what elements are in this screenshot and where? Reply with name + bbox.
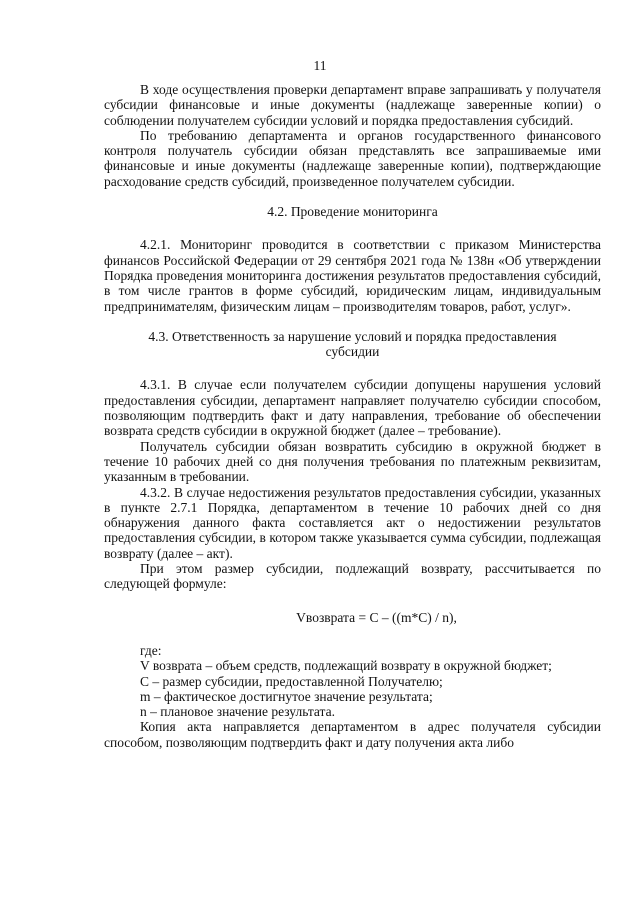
page-number: 11 [313,58,327,73]
paragraph-4-3-2: 4.3.2. В случае недостижения результатов предоставления субсидии, указанных в пункте 2.7.1 Порядка, департаментом в течение 10 рабочих дней со дня обнаружения данного факта составляется акт о недостижении результатов предоставления субсидии, в котором также указывается сумма субсидии, подлежащая возврату (далее – акт). [104,484,601,561]
heading-4-3: 4.3. Ответственность за нарушение условий и порядка предоставления субсидии [148,328,557,360]
definition-m: m – фактическое достигнутое значение результата; [140,688,433,704]
definition-v: V возврата – объем средств, подлежащий возврату в окружной бюджет; [140,658,552,674]
refund-formula: Vвозврата = C – ((m*C) / n), [296,609,457,625]
where-label: где: [140,642,162,658]
heading-4-2: 4.2. Проведение мониторинга [267,204,438,220]
paragraph-4-2-1: 4.2.1. Мониторинг проводится в соответствии с приказом Министерства финансов Российской Федерации от 29 сентября 2021 года № 138н «Об утверждении Порядка проведения мониторинга достижения результатов предоставления субсидий, в том числе грантов в форме субсидий, юридическим лицам, индивидуальным предпринимателям, физическим лицам – производителям товаров, работ, услуг». [104,237,601,314]
paragraph-verification: В ходе осуществления проверки департамент вправе запрашивать у получателя субсидии финансовые и иные документы (надлежаще заверенные копии) о соблюдении получателем субсидии условий и порядка предоставления субсидий. [104,82,601,128]
definition-c: C – размер субсидии, предоставленной Получателю; [140,673,443,689]
paragraph-act-copy: Копия акта направляется департаментом в адрес получателя субсидии способом, позволяющим подтвердить факт и дату получения акта либо [104,719,601,750]
paragraph-4-3-1: 4.3.1. В случае если получателем субсидии допущены нарушения условий предоставления субсидии, департамент направляет получателю субсидии способом, позволяющим подтвердить факт и дату направления, требование об обеспечении возврата средств субсидии в окружной бюджет (далее – требование). [104,377,601,439]
paragraph-formula-intro: При этом размер субсидии, подлежащий возврату, рассчитывается по следующей формуле: [104,561,601,592]
paragraph-refund-obligation: Получатель субсидии обязан возвратить субсидию в окружной бюджет в течение 10 рабочих дней со дня получения требования по платежным реквизитам, указанным в требовании. [104,438,601,485]
paragraph-financial-control: По требованию департамента и органов государственного финансового контроля получатель субсидии обязан представлять все запрашиваемые ими финансовые и иные документы (надлежаще заверенные копии), подтверждающие расходование средств субсидий, произведенное получателем субсидии. [104,127,601,189]
definition-n: n – плановое значение результата. [140,704,335,720]
page-content [104,82,601,750]
